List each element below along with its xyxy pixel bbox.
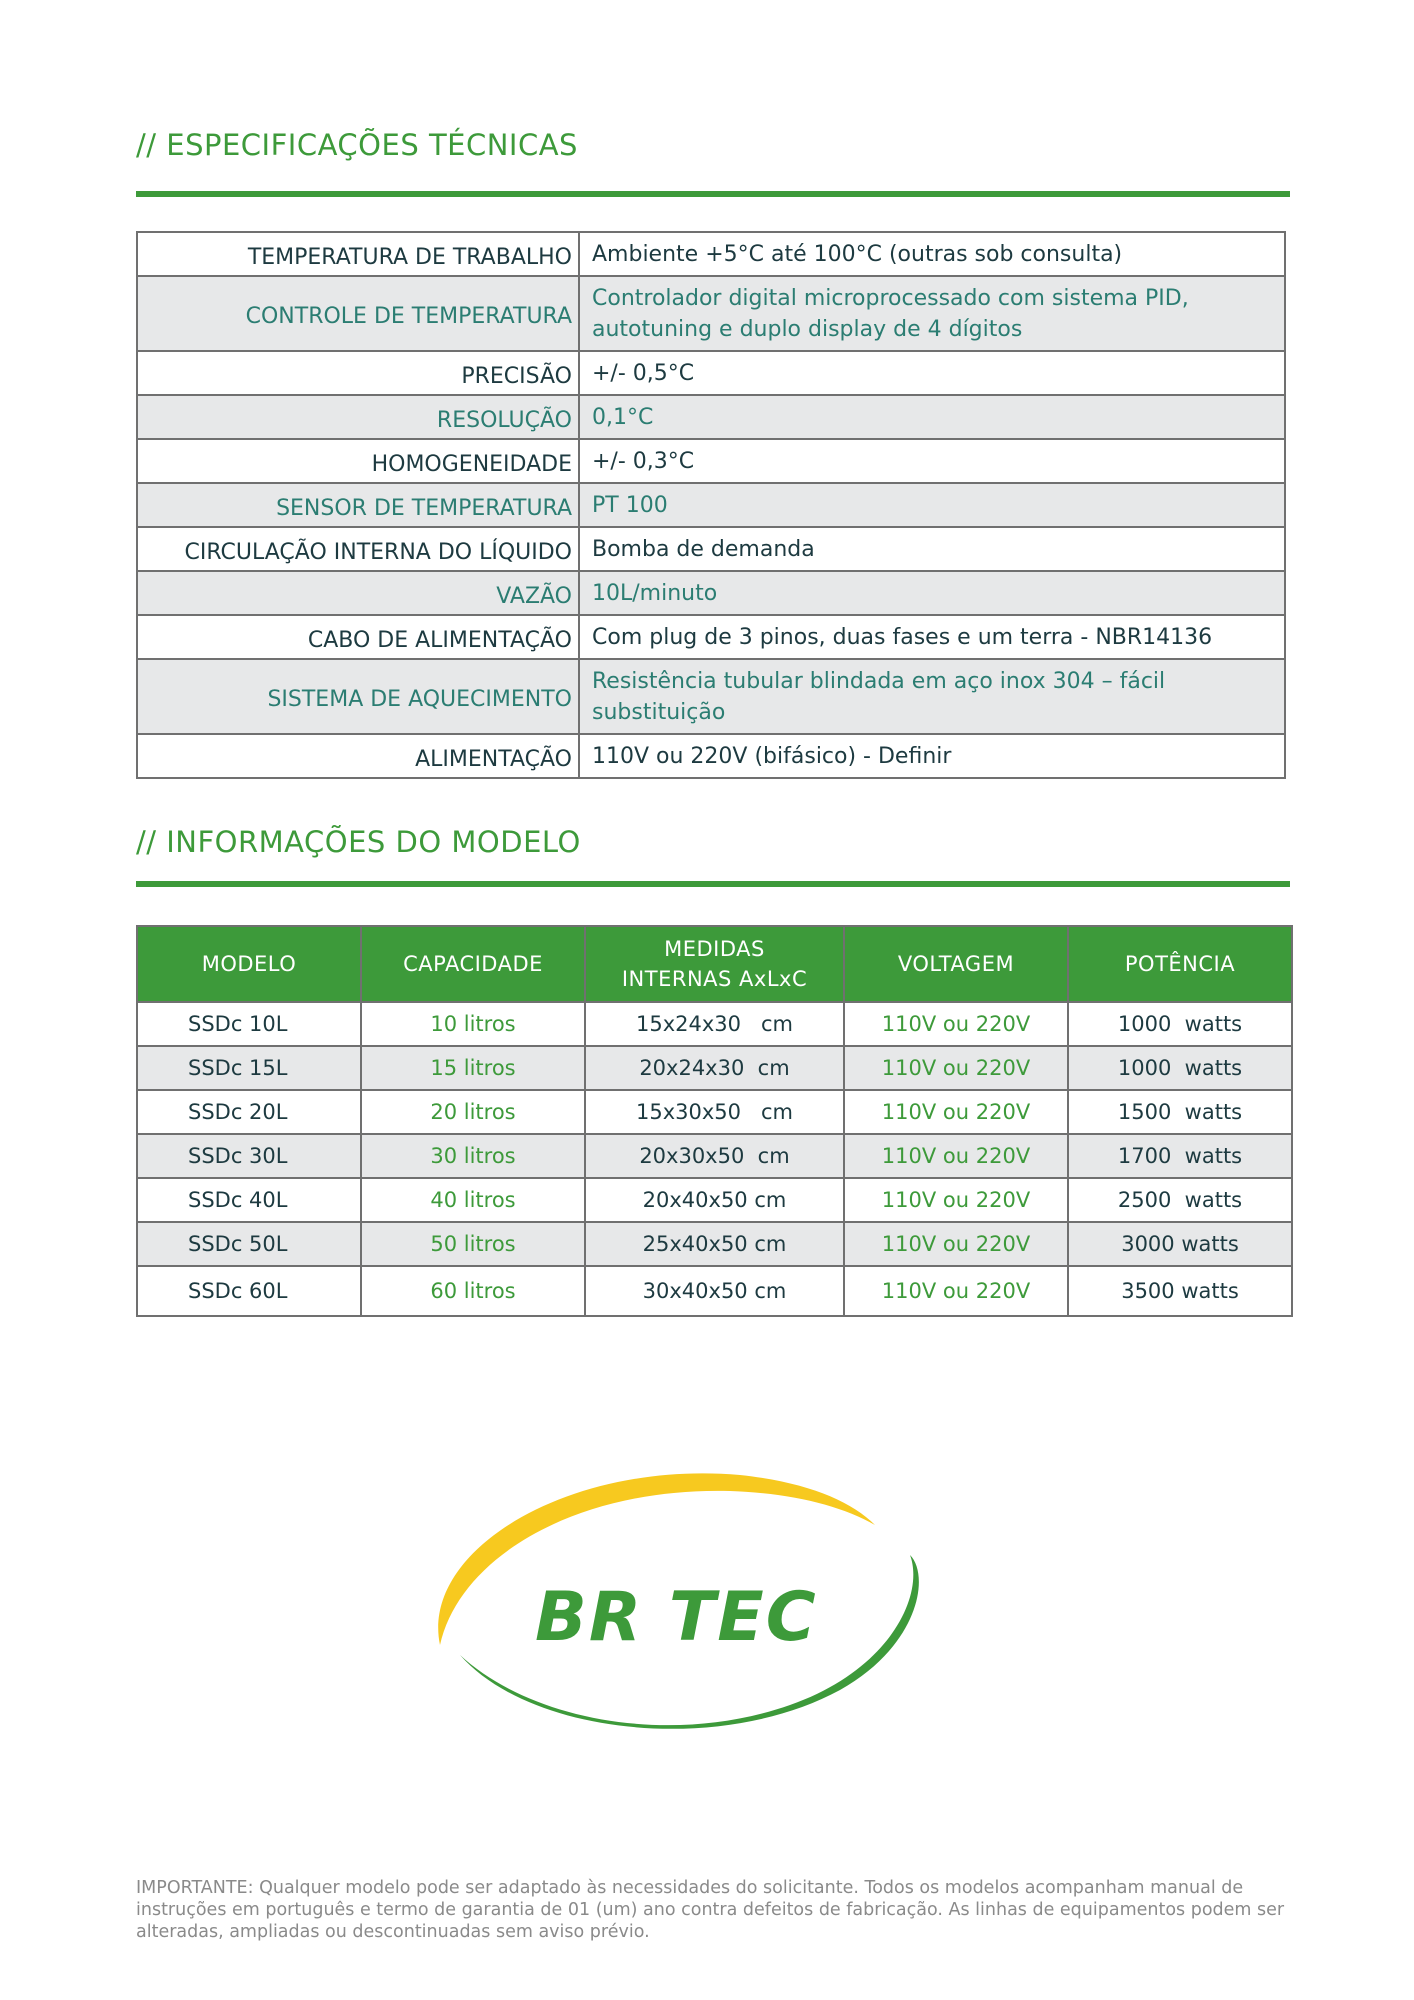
model-cell: SSDc 40L [137, 1178, 361, 1222]
spec-row [137, 395, 1285, 439]
dimensions-cell: 25x40x50 cm [585, 1222, 844, 1266]
model-cell: SSDc 30L [137, 1134, 361, 1178]
spec-row [137, 439, 1285, 483]
capacity-cell: 50 litros [361, 1222, 585, 1266]
dimensions-cell: 20x24x30 cm [585, 1046, 844, 1090]
spec-value: 0,1°C [579, 395, 1285, 439]
power-cell: 3000 watts [1068, 1222, 1292, 1266]
capacity-cell: 10 litros [361, 1002, 585, 1046]
power-cell: 1000 watts [1068, 1046, 1292, 1090]
dimensions-cell: 15x24x30 cm [585, 1002, 844, 1046]
voltage-cell: 110V ou 220V [844, 1046, 1068, 1090]
spec-value: +/- 0,5°C [579, 351, 1285, 395]
model-row [137, 1134, 1292, 1178]
voltage-cell: 110V ou 220V [844, 1222, 1068, 1266]
spec-value: PT 100 [579, 483, 1285, 527]
dimensions-cell: 15x30x50 cm [585, 1090, 844, 1134]
spec-label: CONTROLE DE TEMPERATURA [137, 276, 579, 351]
dimensions-cell: 20x30x50 cm [585, 1134, 844, 1178]
spec-row [137, 659, 1285, 734]
spec-title-rule [136, 191, 1290, 197]
header-potencia: POTÊNCIA [1068, 926, 1292, 1002]
model-row [137, 1046, 1292, 1090]
logo-text: BR TEC [535, 1578, 818, 1657]
model-row [137, 1222, 1292, 1266]
spec-value: Controlador digital microprocessado com sistema PID, autotuning e duplo display de 4 dígitos [579, 276, 1285, 351]
power-cell: 2500 watts [1068, 1178, 1292, 1222]
model-table [136, 925, 1293, 1317]
spec-label: CABO DE ALIMENTAÇÃO [137, 615, 579, 659]
spec-value: Ambiente +5°C até 100°C (outras sob consulta) [579, 232, 1285, 276]
spec-label: RESOLUÇÃO [137, 395, 579, 439]
header-medidas: MEDIDAS INTERNAS AxLxC [585, 926, 844, 1002]
model-row [137, 1266, 1292, 1316]
model-cell: SSDc 10L [137, 1002, 361, 1046]
power-cell: 3500 watts [1068, 1266, 1292, 1316]
voltage-cell: 110V ou 220V [844, 1266, 1068, 1316]
spec-value: 10L/minuto [579, 571, 1285, 615]
voltage-cell: 110V ou 220V [844, 1090, 1068, 1134]
power-cell: 1000 watts [1068, 1002, 1292, 1046]
dimensions-cell: 30x40x50 cm [585, 1266, 844, 1316]
dimensions-cell: 20x40x50 cm [585, 1178, 844, 1222]
spec-label: SISTEMA DE AQUECIMENTO [137, 659, 579, 734]
spec-value: Resistência tubular blindada em aço inox 304 – fácil substituição [579, 659, 1285, 734]
model-row [137, 1090, 1292, 1134]
spec-row [137, 615, 1285, 659]
model-cell: SSDc 20L [137, 1090, 361, 1134]
brtec-logo [420, 1455, 930, 1755]
spec-label: ALIMENTAÇÃO [137, 734, 579, 778]
spec-row [137, 527, 1285, 571]
header-modelo: MODELO [137, 926, 361, 1002]
voltage-cell: 110V ou 220V [844, 1134, 1068, 1178]
spec-value: 110V ou 220V (bifásico) - Definir [579, 734, 1285, 778]
spec-value: Bomba de demanda [579, 527, 1285, 571]
spec-row [137, 483, 1285, 527]
model-cell: SSDc 60L [137, 1266, 361, 1316]
model-title-rule [136, 881, 1290, 887]
spec-label: HOMOGENEIDADE [137, 439, 579, 483]
power-cell: 1700 watts [1068, 1134, 1292, 1178]
header-voltagem: VOLTAGEM [844, 926, 1068, 1002]
capacity-cell: 20 litros [361, 1090, 585, 1134]
footer-note: IMPORTANTE: Qualquer modelo pode ser adaptado às necessidades do solicitante. Todos os modelos acompanham manual de instruções em português e termo de garantia de 01 (um) ano contra defeitos de fabricação. As linhas de equipamentos podem ser alteradas, ampliadas ou descontinuadas sem aviso prévio. [136, 1878, 1285, 1942]
spec-label: TEMPERATURA DE TRABALHO [137, 232, 579, 276]
spec-table [136, 231, 1286, 779]
capacity-cell: 15 litros [361, 1046, 585, 1090]
header-capacidade: CAPACIDADE [361, 926, 585, 1002]
model-header-row [137, 926, 1292, 1002]
model-section-title: // INFORMAÇÕES DO MODELO [136, 825, 581, 859]
model-cell: SSDc 15L [137, 1046, 361, 1090]
spec-row [137, 232, 1285, 276]
spec-row [137, 571, 1285, 615]
spec-label: CIRCULAÇÃO INTERNA DO LÍQUIDO [137, 527, 579, 571]
spec-label: SENSOR DE TEMPERATURA [137, 483, 579, 527]
spec-label: PRECISÃO [137, 351, 579, 395]
model-row [137, 1178, 1292, 1222]
spec-label: VAZÃO [137, 571, 579, 615]
model-row [137, 1002, 1292, 1046]
spec-value: Com plug de 3 pinos, duas fases e um terra - NBR14136 [579, 615, 1285, 659]
capacity-cell: 60 litros [361, 1266, 585, 1316]
capacity-cell: 40 litros [361, 1178, 585, 1222]
spec-section-title: // ESPECIFICAÇÕES TÉCNICAS [136, 128, 578, 162]
voltage-cell: 110V ou 220V [844, 1002, 1068, 1046]
spec-row [137, 351, 1285, 395]
spec-value: +/- 0,3°C [579, 439, 1285, 483]
voltage-cell: 110V ou 220V [844, 1178, 1068, 1222]
model-cell: SSDc 50L [137, 1222, 361, 1266]
power-cell: 1500 watts [1068, 1090, 1292, 1134]
spec-row [137, 734, 1285, 778]
spec-row [137, 276, 1285, 351]
capacity-cell: 30 litros [361, 1134, 585, 1178]
